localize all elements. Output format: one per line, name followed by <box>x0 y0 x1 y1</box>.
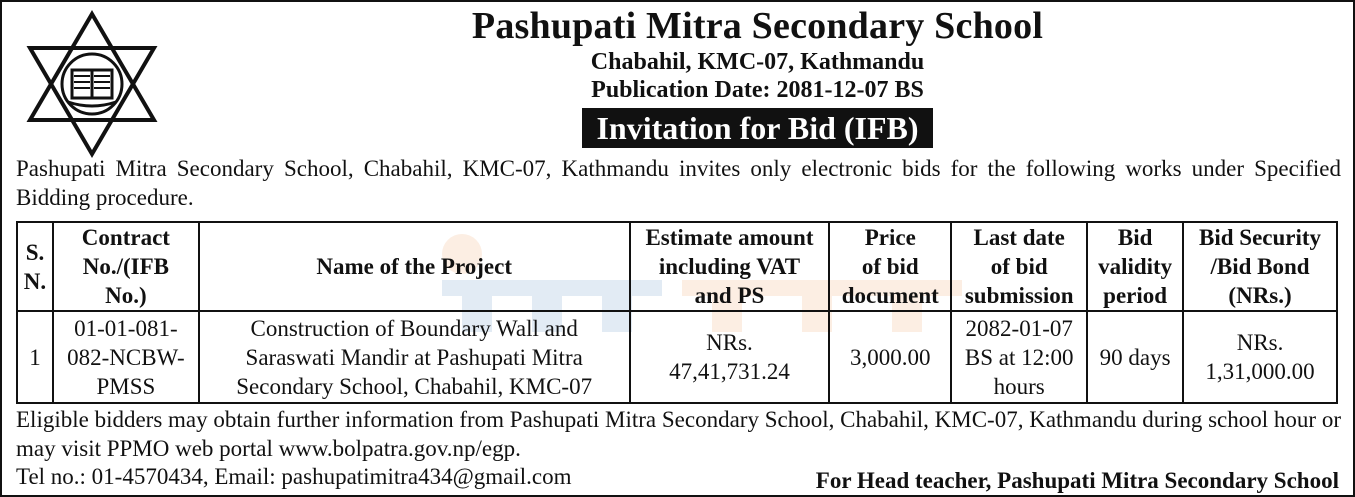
table-row <box>17 311 1337 403</box>
bid-table <box>16 221 1338 404</box>
cell-last-date <box>951 311 1087 403</box>
notice-title: Invitation for Bid (IFB) <box>582 108 932 148</box>
school-address: Chabahil, KMC-07, Kathmandu <box>590 49 925 75</box>
col-header-project-name <box>199 222 630 311</box>
col-header-contract-no <box>53 222 199 311</box>
cell-line: PMSS <box>96 373 156 399</box>
school-name: Pashupati Mitra Secondary School <box>471 5 1044 47</box>
col-header-bid-validity <box>1087 222 1183 311</box>
cell-line: 47,41,731.24 <box>669 359 790 384</box>
cell-line: period <box>1103 283 1168 308</box>
col-header-bid-security <box>1183 222 1337 311</box>
cell-line: Estimate amount <box>645 225 814 250</box>
cell-line: 082-NCBW- <box>67 344 185 370</box>
cell-line: S. <box>25 239 45 265</box>
cell-line: 01-01-081- <box>74 315 178 341</box>
cell-bid-security <box>1183 311 1337 403</box>
cell-bid-validity <box>1087 311 1183 403</box>
cell-line: of bid <box>990 254 1048 279</box>
cell-line: Secondary School, Chabahil, KMC-07 <box>236 373 593 399</box>
cell-line: Bid <box>1117 225 1153 250</box>
cell-line: BS at 12:00 <box>964 344 1074 370</box>
cell-line: Name of the Project <box>316 254 512 279</box>
col-header-last-date <box>951 222 1087 311</box>
cell-line: No./(IFB <box>82 254 169 279</box>
table-header-row <box>17 222 1337 311</box>
school-emblem-icon <box>18 10 166 158</box>
cell-line: No.) <box>105 283 147 308</box>
cell-line: and PS <box>694 283 765 308</box>
intro-text: Pashupati Mitra Secondary School, Chabahil, KMC-07, Kathmandu invites only electronic bids for the following works under Specified Bidding procedure. <box>16 156 1341 210</box>
cell-line: 90 days <box>1099 344 1171 370</box>
cell-line: Construction of Boundary Wall and <box>250 315 578 341</box>
cell-line: NRs. <box>706 330 753 355</box>
cell-line: submission <box>964 283 1074 308</box>
cell-line: N. <box>23 268 47 294</box>
cell-line: /Bid Bond <box>1210 254 1310 279</box>
cell-sn <box>17 311 53 403</box>
cell-line: of bid <box>861 254 919 279</box>
cell-line: NRs. <box>1236 330 1284 355</box>
cell-line: including VAT <box>658 254 801 279</box>
cell-estimate-amount <box>630 311 830 403</box>
cell-line: Bid Security <box>1199 225 1322 250</box>
cell-line: document <box>841 283 939 308</box>
col-header-estimate-amount <box>630 222 830 311</box>
cell-contract-no <box>53 311 199 403</box>
cell-price-of-bid <box>829 311 951 403</box>
cell-line: (NRs.) <box>1228 283 1292 308</box>
cell-line: 1 <box>29 344 41 370</box>
cell-line: Price <box>864 225 916 250</box>
col-header-price-of-bid <box>829 222 951 311</box>
signatory: For Head teacher, Pashupati Mitra Secondary School <box>815 468 1339 493</box>
col-header-sn <box>17 222 53 311</box>
cell-line: 2082-01-07 <box>965 315 1073 341</box>
cell-line: Contract <box>81 225 170 250</box>
cell-line: validity <box>1098 254 1173 279</box>
cell-line: hours <box>993 373 1045 399</box>
contact-info: Tel no.: 01-4570434, Email: pashupatimitra434@gmail.com <box>16 464 572 489</box>
cell-line: 3,000.00 <box>850 344 931 370</box>
publication-date: Publication Date: 2081-12-07 BS <box>591 77 924 103</box>
cell-project-name <box>199 311 630 403</box>
cell-line: 1,31,000.00 <box>1205 359 1315 384</box>
cell-line: Saraswati Mandir at Pashupati Mitra <box>245 344 583 370</box>
cell-line: Last date <box>973 225 1065 250</box>
further-info-text: Eligible bidders may obtain further information from Pashupati Mitra Secondary School, Chabahil, KMC-07, Kathmandu during school hour or may visit PPMO web portal www.bolpatra.gov.np/egp. <box>16 407 1341 461</box>
notice-header <box>172 4 1343 148</box>
